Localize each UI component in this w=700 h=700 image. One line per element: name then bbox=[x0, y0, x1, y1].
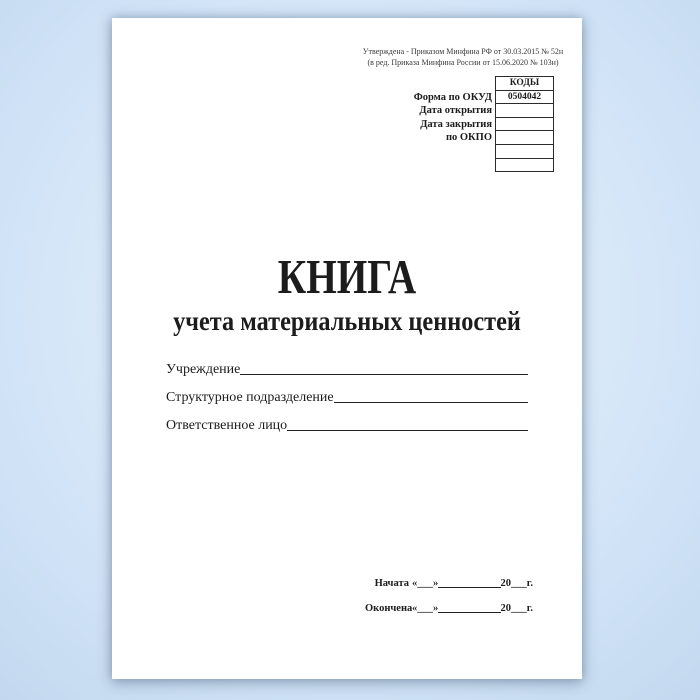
date-finished bbox=[365, 601, 533, 614]
field-department bbox=[166, 388, 528, 406]
codes-table-header: КОДЫ bbox=[496, 77, 553, 91]
dates-block bbox=[365, 576, 533, 626]
date-finished-year-blank: 20___г. bbox=[500, 602, 533, 614]
code-value-empty-1 bbox=[496, 145, 553, 159]
date-started bbox=[365, 576, 533, 589]
approval-note bbox=[348, 46, 578, 68]
code-label-empty-1 bbox=[392, 145, 495, 159]
field-responsible-blank-line bbox=[287, 418, 528, 431]
field-responsible bbox=[166, 416, 528, 434]
codes-labels-column bbox=[392, 76, 495, 172]
field-institution-label: Учреждение bbox=[166, 361, 241, 377]
field-institution bbox=[166, 360, 528, 378]
date-finished-label: Окончена bbox=[365, 602, 413, 614]
field-department-label: Структурное подразделение bbox=[166, 389, 334, 405]
field-department-blank-line bbox=[334, 390, 528, 403]
code-label-okud: Форма по ОКУД bbox=[413, 91, 492, 103]
code-label-okpo: по ОКПО bbox=[445, 132, 492, 144]
code-value-close-date bbox=[496, 118, 553, 132]
date-finished-blank-line bbox=[438, 603, 500, 613]
code-value-okpo bbox=[496, 131, 553, 145]
code-value-okud: 0504042 bbox=[496, 91, 553, 105]
code-label-open-date: Дата открытия bbox=[419, 105, 492, 117]
codes-table bbox=[495, 76, 554, 172]
fields-block bbox=[166, 360, 528, 444]
code-value-empty-2 bbox=[496, 159, 553, 172]
book-title: КНИГА bbox=[277, 249, 417, 304]
code-label-empty-2 bbox=[392, 159, 495, 173]
date-started-year-blank: 20___г. bbox=[500, 577, 533, 589]
code-value-open-date bbox=[496, 104, 553, 118]
date-finished-day-blank: «___» bbox=[412, 602, 439, 614]
approval-note-line1: Утверждена - Приказом Минфина РФ от 30.03.2015 № 52н bbox=[362, 47, 564, 56]
approval-note-line2: (в ред. Приказа Минфина России от 15.06.2020 № 103н) bbox=[367, 58, 559, 67]
title-block bbox=[112, 251, 582, 336]
field-responsible-label: Ответственное лицо bbox=[166, 417, 288, 433]
book-subtitle: учета материальных ценностей bbox=[173, 306, 521, 336]
code-label-close-date: Дата закрытия bbox=[420, 118, 492, 130]
field-institution-blank-line bbox=[240, 362, 528, 375]
date-started-day-blank: «___» bbox=[412, 577, 439, 589]
codes-block bbox=[392, 76, 554, 172]
date-started-label: Начата bbox=[374, 577, 409, 589]
date-started-blank-line bbox=[438, 578, 500, 588]
book-cover-page bbox=[112, 18, 582, 679]
